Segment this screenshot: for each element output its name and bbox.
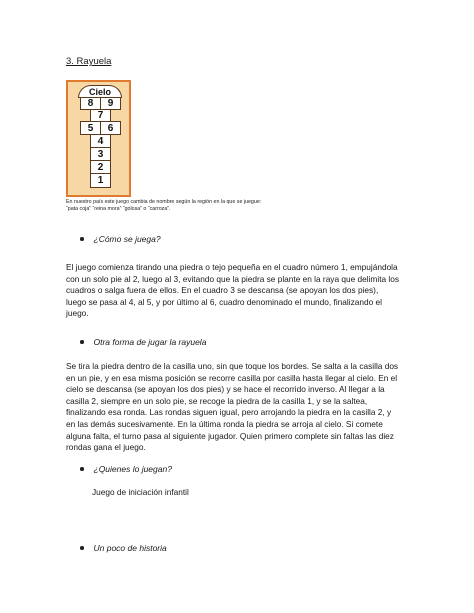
paragraph-line: El juego comienza tirando una piedra o tejo pequeña en el cuadro número 1, empujándola bbox=[66, 262, 398, 272]
caption-line: “pata coja” “reina mora” “golosa” o “carroza”. bbox=[66, 206, 171, 212]
section-title: 3. Rayuela bbox=[66, 56, 112, 67]
bullet-otra-forma bbox=[80, 337, 206, 347]
bullet-text: ¿Cómo se juega? bbox=[93, 234, 161, 244]
paragraph-line: rondas gana el juego. bbox=[66, 442, 146, 453]
paragraph-line: luego se pasa al 4, al 5, y por último al 6, cuadro denominado el mundo, finalizando el bbox=[66, 296, 382, 307]
paragraph-line: en las demás sucesivamente. En la última ronda la piedra se arroja al cielo. Si comete bbox=[66, 418, 383, 429]
bullet-text: Un poco de historia bbox=[93, 543, 167, 553]
paragraph-line: juego. bbox=[66, 308, 89, 319]
paragraph-line: finalizando esa ronda. Las rondas siguen igual, pero arrojando la piedra en la casilla 2, y bbox=[66, 407, 392, 418]
paragraph-como-se-juega bbox=[66, 262, 411, 320]
hopscotch-cell-5: 5 bbox=[80, 121, 101, 135]
bullet-como-se-juega bbox=[80, 234, 161, 244]
caption-line: En nuestro país este juego cambia de nombre según la región en la que se juegue: bbox=[66, 199, 262, 205]
paragraph-line: con un solo pie al 2, luego al 3, evitando que la piedra se plante en la raya que delimita los bbox=[66, 273, 400, 284]
paragraph-otra-forma bbox=[66, 361, 411, 454]
bullet-text: Otra forma de jugar la rayuela bbox=[93, 337, 207, 347]
hopscotch-cell-9: 9 bbox=[100, 97, 121, 110]
hopscotch-cell-7: 7 bbox=[90, 109, 111, 122]
bullet-text: ¿Quienes lo juegan? bbox=[93, 464, 172, 474]
bullet-dot bbox=[80, 546, 84, 550]
figure-caption bbox=[66, 199, 326, 213]
hopscotch-cell-3: 3 bbox=[90, 147, 111, 161]
paragraph-line: cielo se descansa (se apoyan los dos pies) y se hace el recorrido inverso. Al llegar a la bbox=[66, 384, 385, 395]
bullet-dot bbox=[80, 237, 84, 241]
hopscotch-cielo-cell: Cielo bbox=[78, 85, 122, 98]
paragraph-line: alguna falta, el turno pasa al siguiente jugador. Quien primero complete sin faltas las diez bbox=[66, 430, 394, 441]
bullet-dot bbox=[80, 340, 84, 344]
hopscotch-cell-1: 1 bbox=[90, 173, 111, 188]
paragraph-line: cuadros o salga fuera de ellos. En el cuadro 3 se descansa (se apoyan los dos pies), bbox=[66, 285, 379, 296]
bullet-un-poco-de-historia bbox=[80, 543, 167, 553]
hopscotch-cell-6: 6 bbox=[100, 121, 121, 135]
bullet-quienes-lo-juegan bbox=[80, 464, 172, 474]
hopscotch-cell-4: 4 bbox=[90, 134, 111, 148]
hopscotch-cell-2: 2 bbox=[90, 160, 111, 174]
answer-quienes-lo-juegan: Juego de iniciación infantil bbox=[92, 487, 189, 497]
bullet-dot bbox=[80, 467, 84, 471]
paragraph-line: Se tira la piedra dentro de la casilla uno, sin que toque los bordes. Se salta a la casilla dos bbox=[66, 361, 399, 371]
paragraph-line: en un pie, y en esa misma posición se recorre casilla por casilla hasta llegar al cielo. En el bbox=[66, 372, 398, 383]
paragraph-line: casilla 2, siempre en un solo pie, se recoge la piedra de la casilla 1, y se la saltea, bbox=[66, 395, 368, 406]
hopscotch-cell-8: 8 bbox=[80, 97, 101, 110]
